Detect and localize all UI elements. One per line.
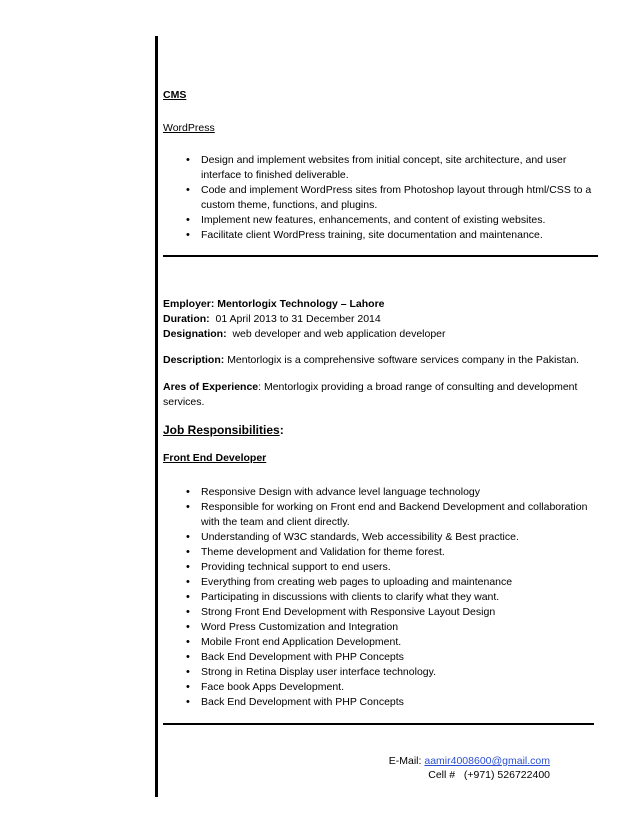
list-item: • Facilitate client WordPress training, site documentation and maintenance. <box>163 228 591 243</box>
list-item: • Understanding of W3C standards, Web accessibility & Best practice. <box>163 530 587 545</box>
list-item: • Design and implement websites from initial concept, site architecture, and user interface to finished deliverable. <box>163 153 591 183</box>
list-item: • Responsive Design with advance level language technology <box>163 485 587 500</box>
list-item: • Theme development and Validation for theme forest. <box>163 545 587 560</box>
list-item: • Code and implement WordPress sites from Photoshop layout through html/CSS to a custom theme, functions, and plugins. <box>163 183 591 213</box>
list-item: • Face book Apps Development. <box>163 680 587 695</box>
job-responsibilities-heading: Job Responsibilities: <box>163 423 284 437</box>
list-item: • Participating in discussions with clients to clarify what they want. <box>163 590 587 605</box>
employer-line: Employer: Mentorlogix Technology – Lahore <box>163 298 385 310</box>
email-line: E-Mail: aamir4008600@gmail.com <box>388 755 550 767</box>
list-item: • Word Press Customization and Integration <box>163 620 587 635</box>
email-link[interactable]: aamir4008600@gmail.com <box>424 755 550 767</box>
list-item: • Strong in Retina Display user interface technology. <box>163 665 587 680</box>
section-divider <box>163 723 594 725</box>
list-item: • Back End Development with PHP Concepts <box>163 650 587 665</box>
list-item: • Implement new features, enhancements, and content of existing websites. <box>163 213 591 228</box>
role-title: Front End Developer <box>163 452 267 464</box>
list-item: • Providing technical support to end users. <box>163 560 587 575</box>
designation-line: Designation: web developer and web application developer <box>163 328 446 340</box>
wordpress-subheading: WordPress <box>163 122 215 134</box>
job-bullet-list <box>163 485 587 710</box>
section-divider <box>163 255 598 257</box>
list-item: • Everything from creating web pages to uploading and maintenance <box>163 575 587 590</box>
cms-heading: CMS <box>163 89 187 101</box>
list-item: • Responsible for working on Front end and Backend Development and collaboration with the team and client directly. <box>163 500 587 530</box>
left-margin-rule <box>155 36 158 797</box>
experience-line: Ares of Experience: Mentorlogix providing a broad range of consulting and development services. <box>163 381 578 408</box>
list-item: • Mobile Front end Application Development. <box>163 635 587 650</box>
cms-bullet-list <box>163 153 591 243</box>
list-item: • Strong Front End Development with Responsive Layout Design <box>163 605 587 620</box>
list-item: • Back End Development with PHP Concepts <box>163 695 587 710</box>
description-line: Description: Mentorlogix is a comprehensive software services company in the Pakistan. <box>163 354 580 366</box>
duration-line: Duration: 01 April 2013 to 31 December 2014 <box>163 313 381 325</box>
contact-footer <box>360 754 550 782</box>
cell-line: Cell # (+971) 526722400 <box>428 769 550 781</box>
